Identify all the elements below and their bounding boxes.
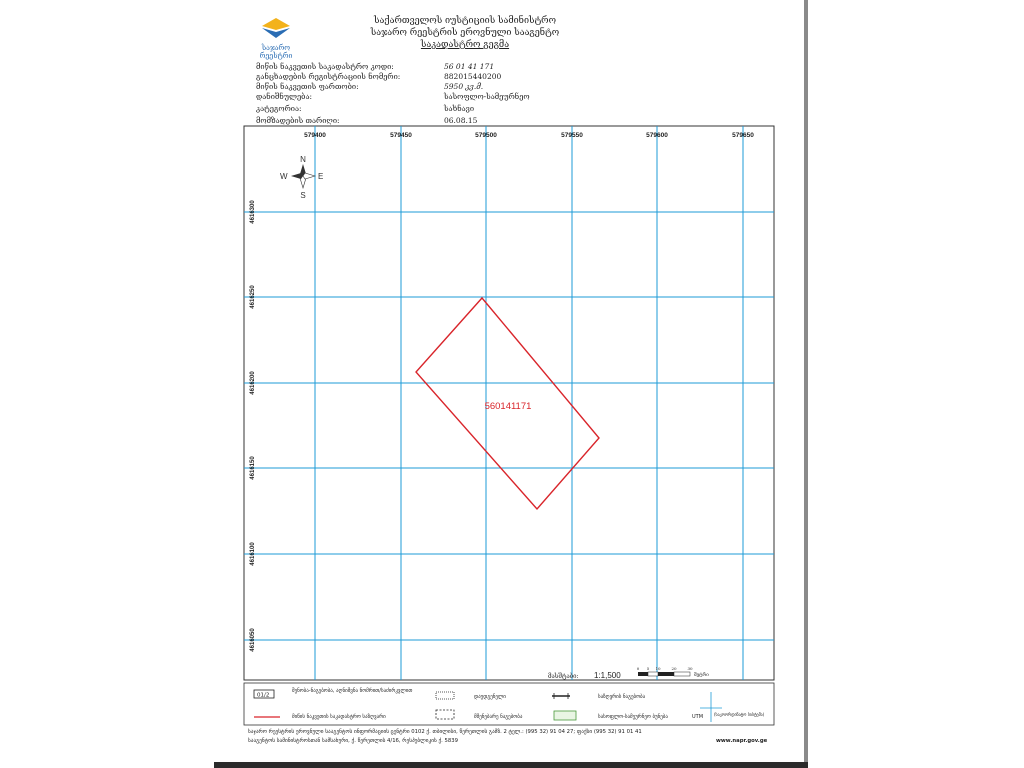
field-value-cadastral-code: 56 01 41 171 xyxy=(444,62,495,71)
scale-tick-1: 5 xyxy=(646,666,650,671)
legend xyxy=(254,687,765,722)
legend-construction-symbol xyxy=(436,710,454,719)
cadastral-map xyxy=(214,0,804,762)
compass-rose-icon xyxy=(280,155,323,200)
northing-label-2: 4616200 xyxy=(250,371,256,395)
field-label-registration-number: განცხადების რეგისტრაციის ნომერი: xyxy=(256,72,401,81)
field-value-category: სახნავი xyxy=(444,104,475,113)
logo-text-line1: საჯარო xyxy=(261,44,291,52)
legend-text-fence: საზღვრის ნაგებობა xyxy=(598,694,646,700)
utm-label: UTM xyxy=(692,714,704,720)
utm-grid-icon xyxy=(700,692,722,722)
field-value-area: 5950 კვ.მ. xyxy=(444,82,484,91)
scale-tick-0: 0 xyxy=(636,666,640,671)
scale-value: 1:1,500 xyxy=(594,671,621,680)
northing-label-3: 4616150 xyxy=(250,456,256,480)
compass-south-label: S xyxy=(300,191,306,200)
field-value-registration-number: 882015440200 xyxy=(444,72,502,81)
field-label-date: მომზადების თარიღი: xyxy=(256,116,340,125)
easting-label-1: 579450 xyxy=(390,132,412,139)
easting-labels xyxy=(304,132,754,139)
viewer-right-edge xyxy=(804,0,808,768)
org-name-line1: საქართველოს იუსტიციის სამინისტრო xyxy=(373,16,557,26)
legend-text-undetermined: დაუდგენელი xyxy=(474,694,506,700)
utm-note: (საკოორდინატო სისტემა) xyxy=(714,712,765,717)
legend-text-agricultural: სასოფლო-სამეურნეო ბუნება xyxy=(598,714,668,720)
northing-label-4: 4616100 xyxy=(250,542,256,566)
document-title: საკადასტრო გეგმა xyxy=(420,40,510,50)
easting-label-5: 579650 xyxy=(732,132,754,139)
compass-west-label: W xyxy=(280,172,288,181)
footer-line1: საჯარო რეესტრის ეროვნული სააგენტოს ინფორმაციის ცენტრი 0102 ქ. თბილისი, წერეთლის გამზ. 2 ტელ.: (995 32) 91 04 27; ფაქსი (995 32) 91 01 41 xyxy=(248,729,642,735)
org-name-line2: საჯარო რეესტრის ეროვნული სააგენტო xyxy=(370,28,560,38)
legend-text-construction: მშენებარე ნაგებობა xyxy=(474,714,523,720)
footer-website: www.napr.gov.ge xyxy=(716,738,768,744)
compass-east-label: E xyxy=(318,172,324,181)
scale-bar xyxy=(637,666,710,678)
scale-unit: მეტრი xyxy=(694,673,709,678)
cadastral-plan-page xyxy=(214,0,804,762)
scale-tick-2: 10 xyxy=(655,666,661,671)
northing-labels xyxy=(250,200,256,652)
easting-label-2: 579500 xyxy=(475,132,497,139)
logo-text-line2: რეესტრი xyxy=(259,52,293,60)
field-label-cadastral-code: მიწის ნაკვეთის საკადასტრო კოდი: xyxy=(256,62,394,71)
northing-label-5: 4616050 xyxy=(250,628,256,652)
field-value-date: 06.08.15 xyxy=(444,116,478,125)
field-label-category: კატეგორია: xyxy=(256,104,302,113)
scale-tick-3: 20 xyxy=(671,666,677,671)
northing-label-0: 4616300 xyxy=(250,200,256,224)
easting-label-4: 579600 xyxy=(646,132,668,139)
legend-building-symbol-text: 01/2 xyxy=(257,692,270,699)
legend-text-parcel-boundary: მიწის ნაკვეთის საკადასტრო საზღვარი xyxy=(292,714,386,720)
easting-label-3: 579550 xyxy=(561,132,583,139)
legend-text-building: შენობა-ნაგებობა, აღნიშვნა ნომრით/საძირკვლით xyxy=(292,688,413,694)
compass-north-label: N xyxy=(300,155,306,164)
legend-undetermined-symbol xyxy=(436,692,454,699)
field-value-purpose: სასოფლო-სამეურნეო xyxy=(444,92,530,101)
viewer-bottom-edge xyxy=(214,762,808,768)
easting-label-0: 579400 xyxy=(304,132,326,139)
field-label-area: მიწის ნაკვეთის ფართობი: xyxy=(256,82,359,91)
legend-agricultural-symbol xyxy=(554,711,576,720)
northing-label-1: 4616250 xyxy=(250,285,256,309)
parcel-code-label: 560141171 xyxy=(484,401,532,412)
footer-line2: სააგენტოს სამინისტროსთან სამსახური, ქ. წერეთლის 4/16, რესპუბლიკის ქ. 5839 xyxy=(248,738,459,744)
field-label-purpose: დანიშნულება: xyxy=(256,92,313,101)
scale-tick-4: 30 xyxy=(687,666,693,671)
scale-label: მასშტაბი: xyxy=(548,673,579,680)
